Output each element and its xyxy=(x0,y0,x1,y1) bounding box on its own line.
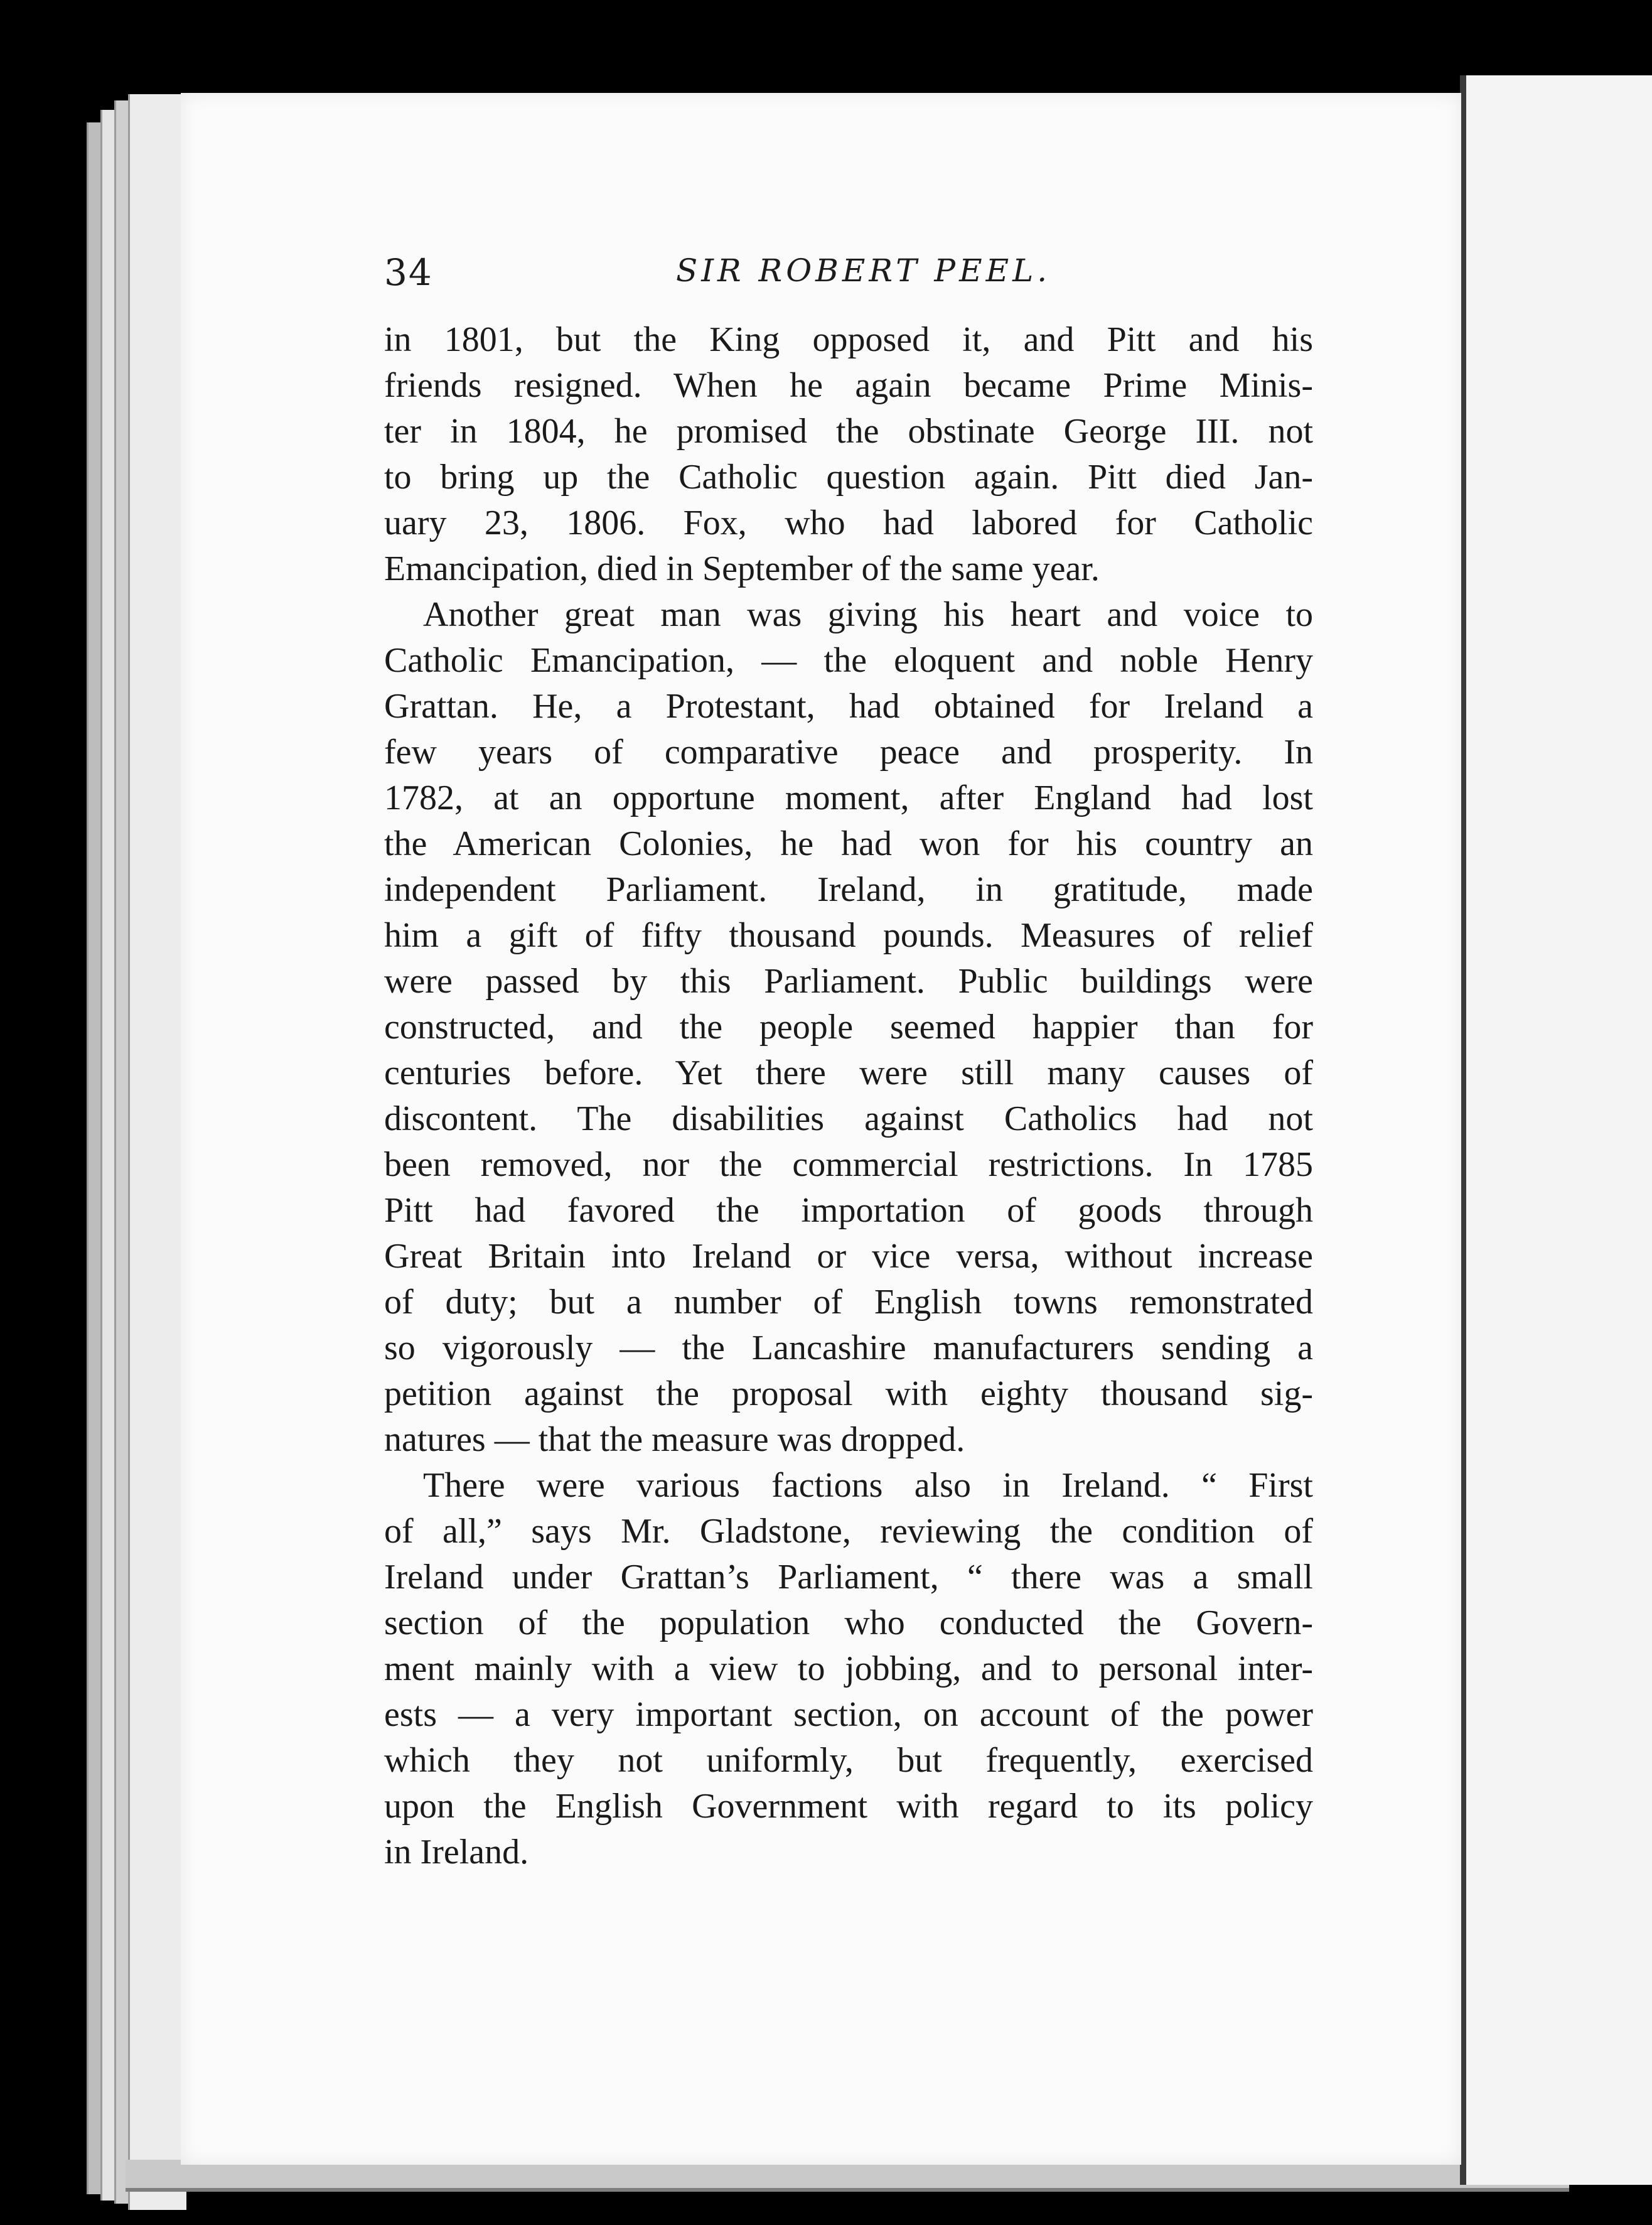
text-line: centuries before. Yet there were still many causes of xyxy=(384,1053,1313,1092)
text-line: been removed, nor the commercial restrictions. In 1785 xyxy=(384,1145,1313,1184)
text-line: constructed, and the people seemed happier than for xyxy=(384,1008,1313,1047)
text-line: of duty; but a number of English towns remonstrated xyxy=(384,1283,1313,1322)
text-line: friends resigned. When he again became Prime Minis- xyxy=(384,366,1313,405)
text-line: ment mainly with a view to jobbing, and to personal inter- xyxy=(384,1649,1313,1688)
text-line: independent Parliament. Ireland, in gratitude, made xyxy=(384,870,1313,909)
text-line: Pitt had favored the importation of goods through xyxy=(384,1191,1313,1230)
text-line: so vigorously — the Lancashire manufacturers sending a xyxy=(384,1328,1313,1367)
page-edge-stack xyxy=(100,110,115,2201)
body-text xyxy=(384,317,1313,1875)
running-title: SIR ROBERT PEEL. xyxy=(676,252,1051,289)
facing-page-sliver xyxy=(1460,75,1652,2185)
text-line: uary 23, 1806. Fox, who had labored for Catholic xyxy=(384,504,1313,542)
text-line: few years of comparative peace and prosperity. In xyxy=(384,733,1313,772)
text-line: Grattan. He, a Protestant, had obtained for Ireland a xyxy=(384,687,1313,726)
text-line: him a gift of fifty thousand pounds. Measures of relief xyxy=(384,916,1313,955)
text-line: discontent. The disabilities against Catholics had not xyxy=(384,1099,1313,1138)
text-line: natures — that the measure was dropped. xyxy=(384,1420,965,1459)
text-line: were passed by this Parliament. Public buildings were xyxy=(384,962,1313,1001)
text-line: Emancipation, died in September of the same year. xyxy=(384,549,1100,588)
text-line: There were various factions also in Ireland. “ First xyxy=(423,1466,1313,1505)
text-line: Another great man was giving his heart and voice to xyxy=(423,595,1313,634)
text-line: in 1801, but the King opposed it, and Pitt and his xyxy=(384,320,1313,359)
text-line: Ireland under Grattan’s Parliament, “ there was a small xyxy=(384,1558,1313,1597)
page-edge-stack xyxy=(114,100,129,2204)
text-line: to bring up the Catholic question again. Pitt died Jan- xyxy=(384,458,1313,497)
page-edge-stack xyxy=(128,94,186,2210)
text-line: section of the population who conducted the Govern- xyxy=(384,1603,1313,1642)
text-line: of all,” says Mr. Gladstone, reviewing the condition of xyxy=(384,1512,1313,1551)
text-line: ter in 1804, he promised the obstinate George III. not xyxy=(384,412,1313,451)
text-line: which they not uniformly, but frequently, exercised xyxy=(384,1741,1313,1780)
text-line: the American Colonies, he had won for his country an xyxy=(384,824,1313,863)
text-line: in Ireland. xyxy=(384,1833,529,1872)
page-number: 34 xyxy=(384,251,433,294)
text-line: upon the English Government with regard to its policy xyxy=(384,1787,1313,1826)
running-head xyxy=(384,245,1313,301)
text-line: Catholic Emancipation, — the eloquent and noble Henry xyxy=(384,641,1313,680)
text-line: ests — a very important section, on account of the power xyxy=(384,1695,1313,1734)
text-line: 1782, at an opportune moment, after England had lost xyxy=(384,778,1313,817)
text-line: petition against the proposal with eighty thousand sig- xyxy=(384,1374,1313,1413)
text-line: Great Britain into Ireland or vice versa, without increase xyxy=(384,1237,1313,1276)
page-edge-stack xyxy=(87,122,101,2194)
